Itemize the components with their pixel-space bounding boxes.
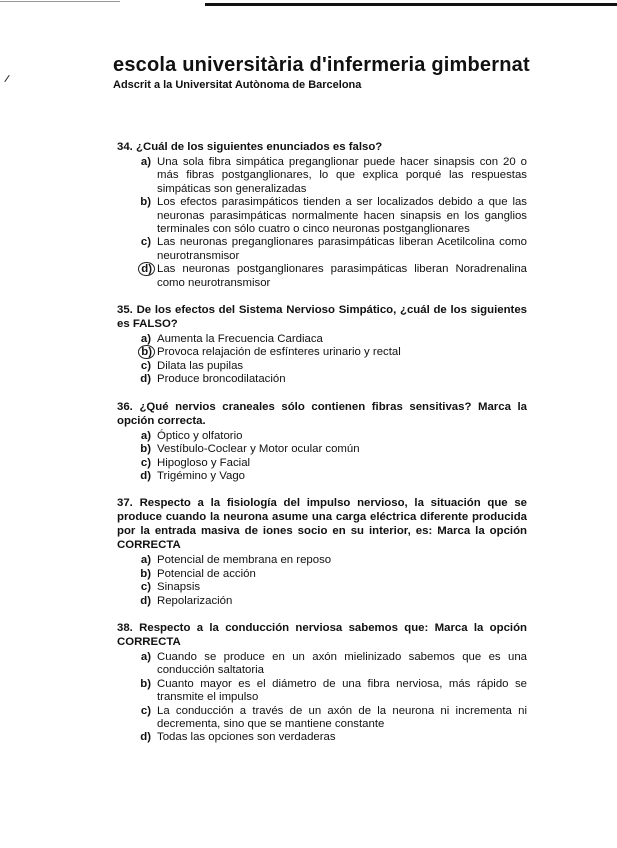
question-number: 37. [117,497,133,510]
question-statement: ¿Qué nervios craneales sólo contienen fibras sensitivas? Marca la opción correcta. [117,400,527,427]
answer-option [117,430,527,443]
answer-letter [131,333,157,346]
answer-text: Óptico y olfatorio [157,429,243,442]
answer-letter-text: a) [140,650,151,663]
question-37 [117,496,527,608]
answer-letter [131,443,157,456]
answer-option [117,554,527,567]
answer-option [117,360,527,373]
answer-text: Trigémino y Vago [157,469,245,482]
answer-text: Vestíbulo-Coclear y Motor ocular común [157,443,360,456]
answer-text: Las neuronas postganglionares parasimpáticas liberan Noradrenalina como neurotransmisor [157,263,527,289]
answer-option [117,731,527,744]
question-number: 34. [117,141,133,153]
question-38 [117,621,527,745]
question-text [117,400,527,428]
answer-text: Una sola fibra simpática preganglionar puede hacer sinapsis con 20 o más fibras postganglionares, lo que explica porqué las respuestas simpáticas son generalizadas [157,156,527,195]
answer-letter-text: d) [138,262,155,276]
answer-letter-text: a) [140,156,151,168]
question-number: 38. [117,621,133,634]
answer-letter-text: a) [140,333,151,346]
answer-text: Repolarización [157,594,233,607]
answer-letter [131,360,157,373]
question-list [117,140,527,758]
answer-letter [131,373,157,386]
answer-letter-text: b) [140,567,151,580]
answer-text: La conducción a través de un axón de la neurona ni incrementa ni decrementa, sino que se mantiene constante [157,704,527,730]
answer-option [117,346,527,359]
answer-text: Dilata las pupilas [157,359,244,372]
answer-option [117,470,527,483]
answer-letter-text: b) [140,677,151,690]
answer-letter-text: b) [140,196,151,209]
answer-option [117,651,527,678]
answer-option [117,595,527,608]
question-36 [117,400,527,484]
question-text [117,621,527,649]
answer-letter [131,651,157,678]
answer-option [117,263,527,290]
answer-text: Los efectos parasimpáticos tienden a ser localizados debido a que las neuronas parasimpáticas normalmente hacen sinapsis en los ganglios terminales con sólo cuatro o cinco neuronas postganglionares [157,196,527,236]
answer-letter-text: d) [140,731,151,744]
answer-option [117,568,527,581]
answer-options [117,333,527,387]
answer-option [117,196,527,236]
answer-options [117,651,527,745]
answer-text: Las neuronas preganglionares parasimpáticas liberan Acetilcolina como neurotransmisor [157,236,527,262]
answer-option [117,333,527,346]
answer-letter [131,457,157,470]
answer-letter-text: d) [140,373,151,386]
answer-letter-text: c) [140,581,151,594]
answer-letter-circled [131,346,157,359]
answer-text: Todas las opciones son verdaderas [157,731,336,744]
question-35 [117,303,527,387]
answer-letter [131,705,157,732]
school-title: escola universitària d'infermeria gimbernat [113,54,530,76]
answer-option [117,236,527,263]
answer-text: Potencial de acción [157,567,256,580]
answer-option [117,443,527,456]
school-subtitle: Adscrit a la Universitat Autònoma de Barcelona [113,79,362,91]
answer-text: Cuando se produce en un axón mielinizado sabemos que es una conducción saltatoria [157,650,527,677]
answer-letter [131,581,157,594]
question-34 [117,140,527,290]
answer-text: Produce broncodilatación [157,373,286,386]
answer-text: Cuanto mayor es el diámetro de una fibra nerviosa, más rápido se transmite el impulso [157,677,527,704]
answer-option [117,705,527,732]
answer-letter [131,678,157,705]
answer-text: Provoca relajación de esfínteres urinario y rectal [157,346,401,359]
answer-options [117,156,527,290]
answer-option [117,581,527,594]
answer-letter-text: d) [140,469,151,482]
answer-letter-text: a) [140,429,151,442]
question-text [117,496,527,552]
answer-letter-text: a) [140,554,151,567]
answer-letter-text: c) [140,359,151,372]
answer-options [117,554,527,608]
top-scan-line [0,0,617,6]
answer-option [117,156,527,196]
question-number: 35. [117,304,133,317]
answer-letter [131,236,157,263]
question-number: 36. [117,400,133,413]
answer-letter [131,568,157,581]
answer-letter [131,196,157,236]
answer-letter-text: c) [140,456,151,469]
question-text [117,303,527,331]
answer-letter [131,430,157,443]
answer-letter [131,470,157,483]
answer-options [117,430,527,484]
answer-letter-text: d) [140,594,151,607]
answer-letter-text: c) [140,704,151,717]
answer-letter [131,554,157,567]
question-text [117,140,527,154]
answer-letter [131,595,157,608]
answer-text: Aumenta la Frecuencia Cardiaca [157,333,323,346]
answer-text: Potencial de membrana en reposo [157,554,332,567]
answer-text: Sinapsis [157,581,201,594]
answer-letter-text: c) [140,236,151,249]
question-statement: De los efectos del Sistema Nervioso Simpático, ¿cuál de los siguientes es FALSO? [117,304,528,331]
answer-option [117,678,527,705]
question-statement: ¿Cuál de los siguientes enunciados es falso? [136,141,383,153]
answer-letter [131,156,157,196]
answer-letter [131,731,157,744]
answer-letter-text: b) [140,443,151,456]
answer-option [117,373,527,386]
question-statement: Respecto a la conducción nerviosa sabemos que: Marca la opción CORRECTA [117,621,527,648]
answer-text: Hipogloso y Facial [157,456,251,469]
answer-letter-text: b) [138,345,155,359]
answer-option [117,457,527,470]
margin-pen-mark [4,75,9,82]
page-header [113,53,530,91]
answer-letter-circled [131,263,157,290]
question-statement: Respecto a la fisiología del impulso nervioso, la situación que se produce cuando la neurona asume una carga eléctrica diferente producida por la entrada masiva de iones socio en su interior, es: Marca la opción CORRECTA [117,497,527,552]
